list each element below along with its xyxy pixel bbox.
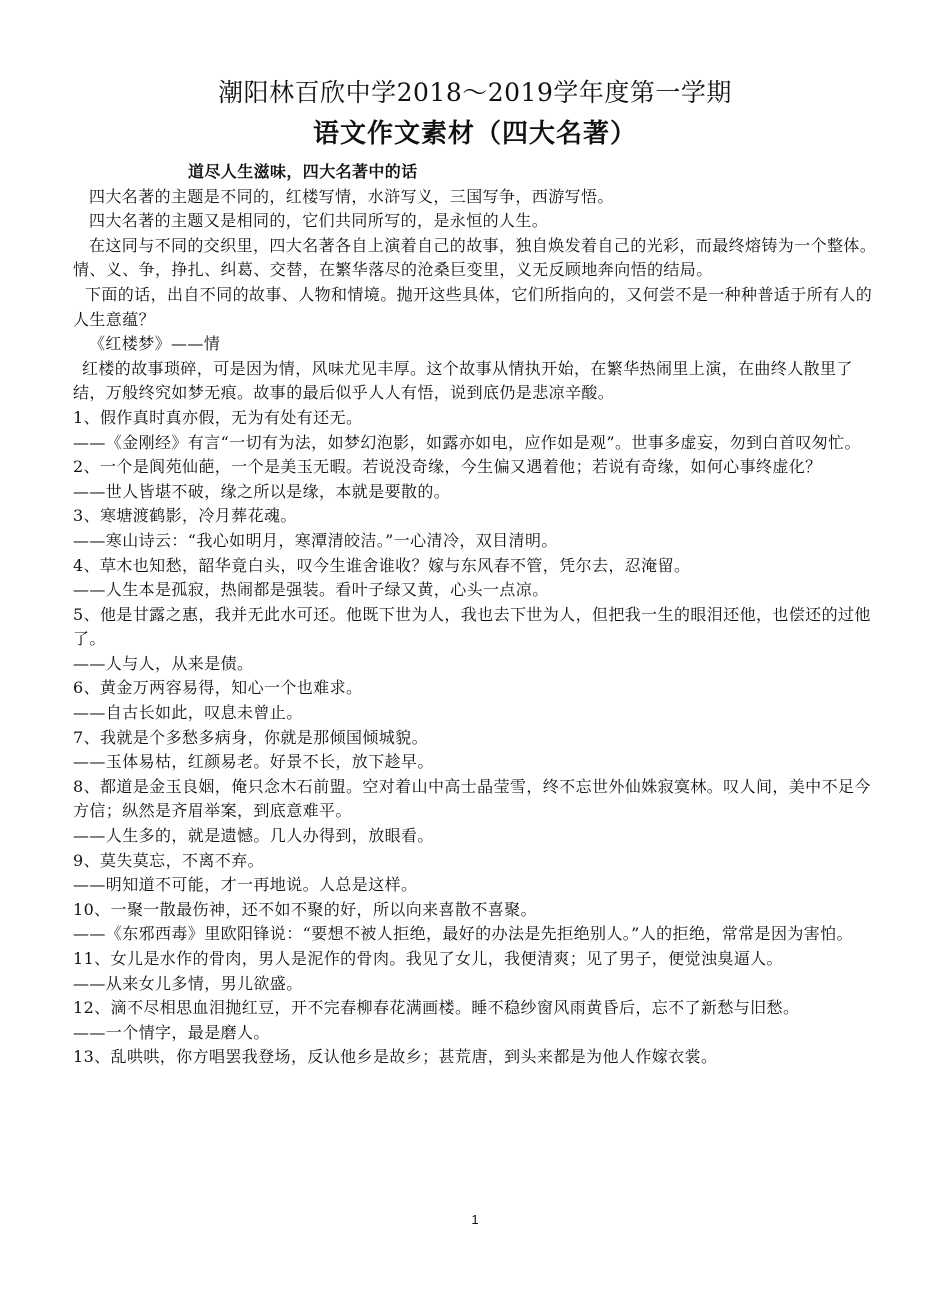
quote-commentary: ——《金刚经》有言“一切有为法，如梦幻泡影，如露亦如电，应作如是观”。世事多虚妄，勿到白首叹匆忙。: [73, 432, 861, 452]
section-subtitle: 道尽人生滋味，四大名著中的话: [188, 162, 418, 181]
quote-item: 11、女儿是水作的骨肉，男人是泥作的骨肉。我见了女儿，我便清爽；见了男子，便觉浊臭逼人。: [73, 949, 783, 968]
document-body: [73, 160, 880, 1070]
quote-commentary: ——世人皆堪不破，缘之所以是缘，本就是要散的。: [73, 481, 451, 501]
quote-item: 4、草木也知愁，韶华竟白头，叹今生谁舍谁收？嫁与东风春不管，凭尔去，忍淹留。: [73, 555, 691, 575]
intro-paragraph: 在这同与不同的交织里，四大名著各自上演着自己的故事，独自焕发着自己的光彩，而最终熔铸为一个整体。情、义、争，挣扎、纠葛、交替，在繁华落尽的沧桑巨变里，义无反顾地奔向悟的结局。: [73, 235, 877, 280]
document-title-main: 语文作文素材（四大名著）: [312, 119, 637, 149]
quote-commentary: ——从来女儿多情，男儿欲盛。: [73, 973, 303, 993]
quote-item: 8、都道是金玉良姻，俺只念木石前盟。空对着山中高士晶莹雪，终不忘世外仙姝寂寞林。叹人间，美中不足今方信；纵然是齐眉举案，到底意难平。: [73, 776, 871, 821]
quote-commentary: ——人生多的，就是遗憾。几人办得到，放眼看。: [73, 826, 434, 846]
quote-commentary: ——一个情字，最是磨人。: [73, 1022, 270, 1042]
quote-commentary: ——玉体易枯，红颜易老。好景不长，放下趁早。: [73, 752, 434, 772]
section-heading: 《红楼梦》——情: [89, 334, 221, 354]
quote-commentary: ——人与人，从来是债。: [73, 653, 254, 673]
quote-item: 3、寒塘渡鹤影，冷月葬花魂。: [73, 506, 297, 526]
intro-paragraph: 下面的话，出自不同的故事、人物和情境。抛开这些具体，它们所指向的，又何尝不是一种种普适于所有人的人生意蕴？: [73, 284, 873, 329]
intro-paragraph: 四大名著的主题是不同的，红楼写情，水浒写义，三国写争，西游写悟。: [89, 186, 614, 206]
page-number: 1: [471, 1212, 479, 1227]
quote-commentary: ——人生本是孤寂，热闹都是强装。看叶子绿又黄，心头一点凉。: [73, 580, 549, 600]
quote-commentary: ——自古长如此，叹息未曾止。: [73, 703, 303, 723]
intro-paragraph: 四大名著的主题又是相同的，它们共同所写的，是永恒的人生。: [89, 211, 549, 231]
quote-item: 5、他是甘露之惠，我并无此水可还。他既下世为人，我也去下世为人，但把我一生的眼泪还他，也偿还的过他了。: [73, 604, 871, 649]
quote-commentary: ——明知道不可能，才一再地说。人总是这样。: [73, 875, 418, 895]
document-title-school: 潮阳林百欣中学2018～2019学年度第一学期: [218, 78, 732, 107]
quote-item: 2、一个是阆苑仙葩，一个是美玉无暇。若说没奇缘，今生偏又遇着他；若说有奇缘，如何心事终虚化？: [73, 457, 822, 477]
quote-item: 12、滴不尽相思血泪抛红豆，开不完春柳春花满画楼。睡不稳纱窗风雨黄昏后，忘不了新愁与旧愁。: [73, 998, 800, 1018]
quote-commentary: ——寒山诗云：“我心如明月，寒潭清皎洁。”一心清冷，双目清明。: [73, 530, 558, 550]
quote-commentary: ——《东邪西毒》里欧阳锋说：“要想不被人拒绝，最好的办法是先拒绝别人。”人的拒绝，常常是因为害怕。: [73, 924, 853, 944]
quote-item: 7、我就是个多愁多病身，你就是那倾国倾城貌。: [73, 727, 428, 747]
quote-item: 1、假作真时真亦假，无为有处有还无。: [73, 407, 363, 427]
section-intro: 红楼的故事琐碎，可是因为情，风味尤见丰厚。这个故事从情执开始，在繁华热闹里上演，在曲终人散里了结，万般终究如梦无痕。故事的最后似乎人人有悟，说到底仍是悲凉辛酸。: [73, 358, 853, 403]
quote-item: 6、黄金万两容易得，知心一个也难求。: [73, 678, 363, 698]
quote-item: 10、一聚一散最伤神，还不如不聚的好，所以向来喜散不喜聚。: [73, 899, 537, 919]
quote-item: 9、莫失莫忘，不离不弃。: [73, 850, 264, 870]
quote-item: 13、乱哄哄，你方唱罢我登场，反认他乡是故乡；甚荒唐，到头来都是为他人作嫁衣裳。: [73, 1047, 718, 1067]
